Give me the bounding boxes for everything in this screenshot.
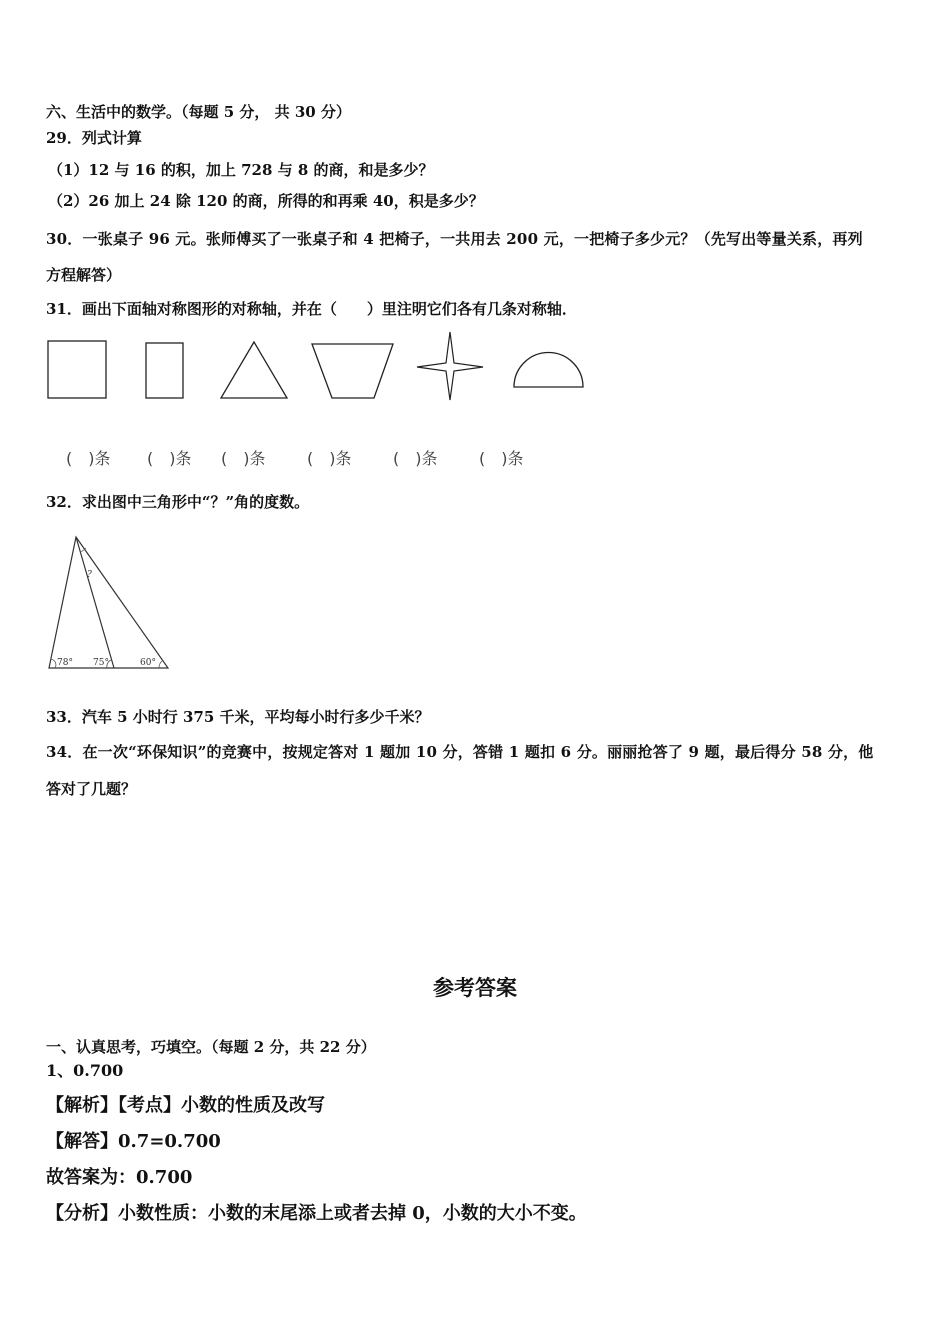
- answer-item-1: 1、0.700: [46, 1061, 124, 1080]
- axis-count-blank-5: ( )条: [393, 449, 438, 468]
- question-29-title: 29．列式计算: [46, 129, 142, 147]
- triangle-icon: [221, 342, 287, 398]
- question-34-line-1: 34．在一次“环保知识”的竞赛中，按规定答对 1 题加 10 分，答错 1 题扣 6 分。丽丽抢答了 9 题，最后得分 58 分，他: [46, 743, 874, 761]
- question-31-text: 31．画出下面轴对称图形的对称轴，并在（ ）里注明它们各有几条对称轴．: [46, 300, 577, 318]
- angle-arc-78: [51, 659, 56, 668]
- rectangle-icon: [146, 343, 183, 398]
- answer-explanation: 【分析】小数性质：小数的末尾添上或者去掉 0，小数的大小不变。: [46, 1203, 587, 1224]
- question-32-text: 32．求出图中三角形中“？”角的度数。: [46, 493, 310, 511]
- answer-analysis-label: 【解析】【考点】小数的性质及改写: [46, 1095, 325, 1116]
- inner-segment: [76, 537, 114, 668]
- triangle-angle-figure: [40, 532, 180, 672]
- trapezoid-icon: [312, 344, 393, 398]
- question-34-line-2: 答对了几题？: [46, 780, 137, 798]
- question-29-part-2: （2）26 加上 24 除 120 的商，所得的和再乘 40，积是多少？: [48, 192, 484, 210]
- angle-arc-60: [159, 661, 162, 668]
- angle-label-75: 75°: [93, 658, 109, 668]
- semicircle-icon: [514, 353, 583, 388]
- square-icon: [48, 341, 106, 398]
- axis-count-blank-3: ( )条: [221, 449, 266, 468]
- angle-label-question: ?: [87, 570, 92, 580]
- answer-key-title: 参考答案: [433, 976, 517, 1000]
- answer-section-1-heading: 一、认真思考，巧填空。（每题 2 分，共 22 分）: [46, 1038, 376, 1056]
- angle-label-60: 60°: [140, 658, 156, 668]
- axis-count-blank-1: ( )条: [66, 449, 111, 468]
- question-30-line-2: 方程解答）: [46, 266, 122, 284]
- axis-count-blank-6: ( )条: [479, 449, 524, 468]
- axis-count-blank-4: ( )条: [307, 449, 352, 468]
- angle-label-78: 78°: [57, 658, 73, 668]
- question-30-line-1: 30．一张桌子 96 元。张师傅买了一张桌子和 4 把椅子，一共用去 200 元，一把椅子多少元？（先写出等量关系，再列: [46, 230, 863, 248]
- question-29-part-1: （1）12 与 16 的积，加上 728 与 8 的商，和是多少？: [48, 161, 434, 179]
- section-6-heading: 六、生活中的数学。（每题 5 分， 共 30 分）: [46, 103, 351, 121]
- question-33-text: 33．汽车 5 小时行 375 千米，平均每小时行多少千米？: [46, 708, 430, 726]
- star-icon: [417, 332, 483, 400]
- answer-solution: 【解答】0.7=0.700: [46, 1131, 221, 1152]
- axis-count-blank-2: ( )条: [147, 449, 192, 468]
- answer-conclusion: 故答案为：0.700: [46, 1167, 193, 1188]
- symmetry-shapes-figure: [40, 330, 600, 410]
